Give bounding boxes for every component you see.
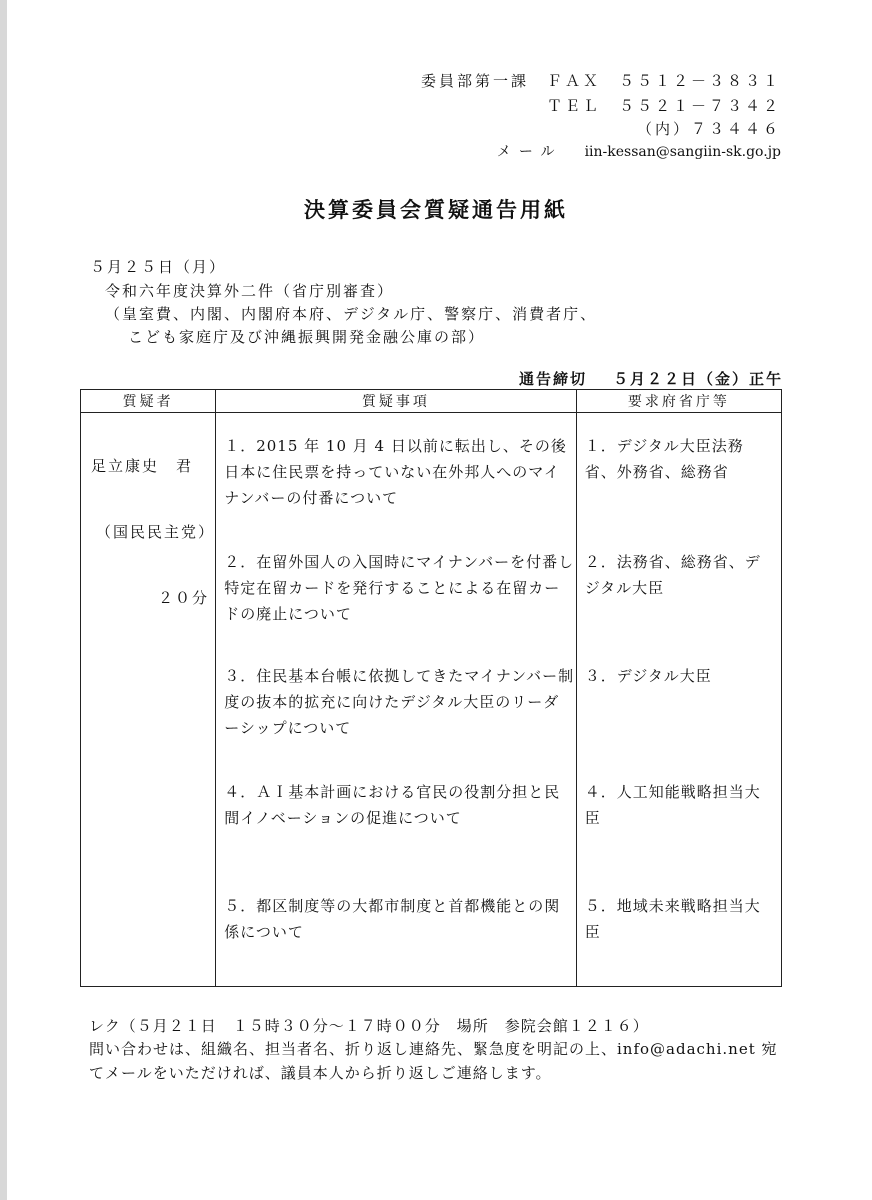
questioner-party: （国民民主党） [96, 523, 216, 541]
page-edge [0, 0, 7, 1200]
table-body-row [81, 413, 782, 987]
extension-line: （内）７３４４６ [636, 120, 781, 138]
header-questioner: 質疑者 [81, 390, 216, 413]
meeting-subject: 令和六年度決算外二件（省庁別審査） [105, 282, 395, 300]
questioner-cell [81, 413, 216, 987]
questioner-name: 足立康史 君 [91, 457, 194, 475]
question-item-4: ４．ＡＩ基本計画における官民の役割分担と民間イノベーションの促進について [224, 783, 561, 827]
ministries-item-5: ５．地域未来戦略担当大臣 [584, 897, 761, 941]
page-title: 決算委員会質疑通告用紙 [304, 198, 568, 222]
mail-line [0, 141, 781, 161]
deadline [519, 368, 783, 389]
meeting-date: ５月２５日（月） [90, 258, 227, 276]
meeting-agencies-1: （皇室費、内閣、内閣府本府、デジタル庁、警察庁、消費者庁、 [105, 305, 598, 323]
header-ministries: 要求府省庁等 [576, 390, 781, 413]
fax-line: 委員部第一課 ＦＡＸ ５５１２－３８３１ [420, 72, 781, 90]
meeting-agencies-2: こども家庭庁及び沖縄振興開発金融公庫の部） [128, 328, 486, 346]
lecture-info: レク（５月２１日 １５時３０分～１７時００分 場所 参院会館１２１６） [89, 1017, 649, 1035]
question-item-3: ３．住民基本台帳に依拠してきたマイナンバー制度の抜本的拡充に向けたデジタル大臣のリーダーシップについて [224, 667, 575, 737]
mail-address[interactable]: iin-kessan@sangiin-sk.go.jp [584, 144, 781, 160]
question-item-2: ２．在留外国人の入国時にマイナンバーを付番し特定在留カードを発行することによる在留カードの廃止について [224, 553, 575, 623]
header-question-items: 質疑事項 [216, 390, 577, 413]
ministries-item-1: １．デジタル大臣法務省、外務省、総務省 [584, 437, 744, 481]
question-items-cell [216, 413, 577, 987]
mail-label: メール [496, 144, 563, 160]
ministries-item-2: ２．法務省、総務省、デジタル大臣 [584, 553, 761, 597]
tel-line: ＴＥＬ ５５２１－７３４２ [546, 97, 781, 115]
ministries-item-4: ４．人工知能戦略担当大臣 [584, 783, 761, 827]
question-item-1: １．2015 年 10 月 4 日以前に転出し、その後日本に住民票を持っていない在外邦人へのマイナンバーの付番について [224, 437, 567, 507]
ministries-item-3: ３．デジタル大臣 [584, 667, 712, 685]
question-item-5: ５．都区制度等の大都市制度と首都機能との関係について [224, 897, 561, 941]
question-table [80, 389, 782, 987]
contact-note: 問い合わせは、組織名、担当者名、折り返し連絡先、緊急度を明記の上、info@adachi.net 宛てメールをいただければ、議員本人から折り返しご連絡します。 [89, 1040, 778, 1082]
ministries-cell [576, 413, 781, 987]
deadline-value: ５月２２日（金）正午 [612, 370, 783, 388]
deadline-label: 通告締切 [518, 370, 587, 388]
questioner-time: ２０分 [157, 589, 209, 607]
table-header-row [81, 390, 782, 413]
